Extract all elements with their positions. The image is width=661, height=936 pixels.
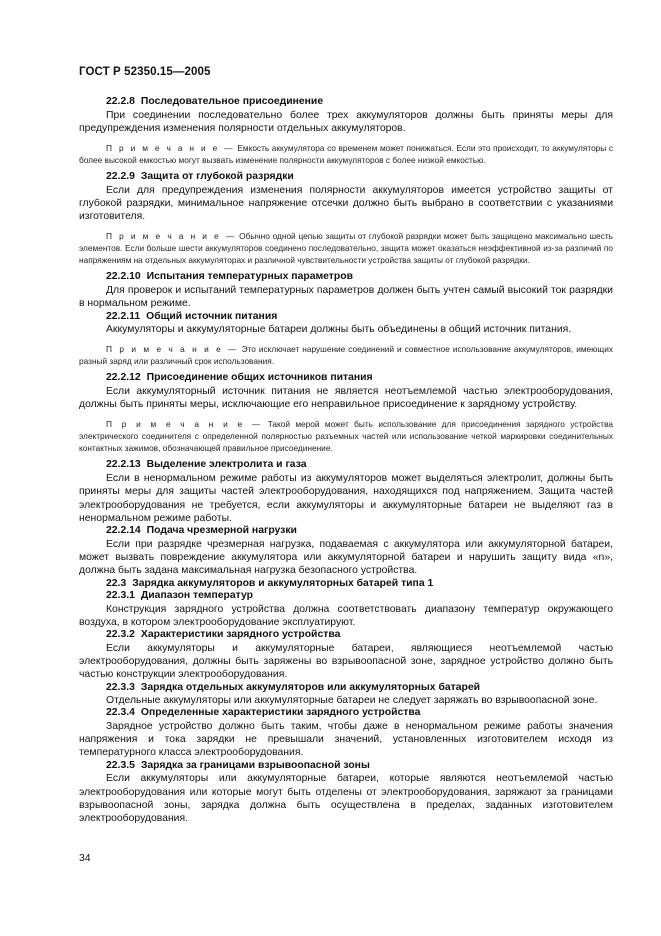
section-22-3-3: [79, 682, 613, 708]
section-heading: [79, 459, 613, 472]
section-heading: [79, 578, 613, 591]
section-heading: [79, 96, 613, 109]
section-number: 22.2.9: [106, 171, 135, 183]
section-22-3-1: [79, 590, 613, 629]
section-22-3-5: [79, 760, 613, 826]
section-22-2-13: [79, 459, 613, 525]
note: [79, 142, 613, 166]
section-title: Общий источник питания: [146, 310, 278, 322]
section-number: 22.3.2: [106, 629, 135, 641]
section-number: 22.3.4: [106, 707, 135, 719]
document-header: ГОСТ Р 52350.15—2005: [79, 66, 211, 78]
note-text: Такой мерой может быть использование для присоединения зарядного устройства электрического соединителя с определенной полярностью разъемных частей или использование четкой маркировки соединительных контактных зажимов, обозначающей правильное присоединение.: [79, 419, 613, 454]
section-heading: [79, 525, 613, 538]
section-title: Последовательное присоединение: [140, 96, 324, 107]
section-text: Зарядное устройство должно быть таким, чтобы даже в ненормальном режиме работы значения напряжения и тока зарядки не превышали значений, установленных изготовителем исходя из температурного класса электрооборудования.: [79, 720, 613, 759]
section-heading: [79, 171, 613, 184]
section-text: Если для предупреждения изменения полярности аккумуляторов имеется устройство защиты от глубокой разрядки, минимальное напряжение отсечки должно быть выбрано в соответствии с указаниями изготовителя.: [79, 184, 613, 223]
section-22-2-8: [79, 96, 613, 166]
section-heading: [79, 271, 613, 284]
note-text: Это исключает нарушение соединений и совместное использование аккумуляторов, имеющих разный заряд или различный срок использования.: [79, 344, 613, 367]
section-number: 22.3: [106, 577, 127, 589]
section-22-2-9: [79, 171, 613, 266]
section-number: 22.2.11: [106, 310, 141, 322]
section-title: Защита от глубокой разрядки: [140, 171, 294, 183]
section-22-3-4: [79, 707, 613, 759]
note-label: П р и м е ч а н и е —: [106, 143, 235, 154]
section-number: 22.2.13: [106, 459, 141, 471]
note-text: Емкость аккумулятора со временем может понижаться. Если это происходит, то аккумуляторы с более высокой емкостью могут вызвать изменение полярности аккумуляторов с более низкой емкостью.: [79, 143, 613, 166]
section-title: Испытания температурных параметров: [146, 271, 353, 283]
section-number: 22.3.5: [106, 759, 135, 771]
section-22-2-11: [79, 311, 613, 368]
section-22-2-14: [79, 525, 613, 577]
note-label: П р и м е ч а н и е —: [106, 419, 263, 430]
section-heading: [79, 707, 613, 720]
section-heading: [79, 682, 613, 695]
section-text: Отдельные аккумуляторы или аккумуляторные батареи не следует заряжать во взрывоопасной зоне.: [106, 695, 598, 707]
note: [79, 343, 613, 367]
section-heading: [79, 760, 613, 773]
section-text: Конструкция зарядного устройства должна соответствовать диапазону температур окружающего воздуха, в котором электрооборудование эксплуатируют.: [79, 603, 613, 628]
section-text: Если аккумуляторный источник питания не является неотъемлемой частью электрооборудования, должны быть приняты меры, исключающие его неправильное присоединение к зарядному устройству.: [79, 385, 613, 411]
note-label: П р и м е ч а н и е —: [106, 231, 237, 242]
section-number: 22.3.3: [106, 681, 135, 693]
section-number: 22.3.1: [106, 590, 135, 602]
section-number: 22.2.12: [106, 372, 141, 384]
section-text: Для проверок и испытаний температурных параметров должен быть учтен самый высокий ток разрядки в нормальном режиме.: [79, 284, 613, 310]
section-22-2-10: [79, 271, 613, 310]
section-number: 22.2.14: [106, 525, 141, 537]
section-heading: [79, 372, 613, 385]
section-title: Выделение электролита и газа: [146, 459, 307, 471]
section-number: 22.2.8: [106, 96, 135, 107]
section-22-3: [79, 578, 613, 591]
section-text: Если аккумуляторы или аккумуляторные батареи, которые являются неотъемлемой частью электрооборудования или которые могут быть отделены от электрооборудования, заряжают за границами взрывоопасной зоны, зарядка должна быть осуществлена в пределах, заданных изготовителем электрооборудования.: [79, 773, 613, 825]
section-number: 22.2.10: [106, 271, 141, 283]
section-text: Аккумуляторы и аккумуляторные батареи должны быть объединены в общий источник питания.: [106, 324, 572, 336]
section-title: Зарядка за границами взрывоопасной зоны: [140, 759, 370, 771]
section-title: Присоединение общих источников питания: [146, 372, 373, 384]
section-heading: [79, 590, 613, 603]
section-text: Если аккумуляторы и аккумуляторные батареи, являющиеся неотъемлемой частью электрооборудования, должны быть заряжены во взрывоопасной зоне, зарядное устройство должно быть частью конструкции электрооборудования.: [79, 642, 613, 681]
section-heading: [79, 311, 613, 324]
note: [79, 418, 613, 454]
note: [79, 230, 613, 266]
note-text: Обычно одной цепью защиты от глубокой разрядки может быть защищено максимально шесть элементов. Если больше шести аккумуляторов соединено последовательно, защита может оказаться неэффективной из-за различий по напряжениям на отдельных аккумуляторах и различной чувствительности устройства защиты от глубокой разрядки.: [79, 231, 613, 266]
section-title: Диапазон температур: [140, 590, 253, 602]
page-number: 34: [79, 853, 91, 864]
section-text: Если в ненормальном режиме работы из аккумуляторов может выделяться электролит, должны быть приняты меры для защиты частей электрооборудования, находящихся под напряжением. Защита частей электрооборудования не требуется, если аккумуляторы и аккумуляторные батареи не выделяют газ в ненормальном режиме работы.: [79, 472, 613, 524]
section-title: Подача чрезмерной нагрузки: [146, 525, 297, 537]
section-text: Если при разрядке чрезмерная нагрузка, подаваемая с аккумулятора или аккумуляторной батареи, может вызвать повреждение аккумулятора или аккумуляторной батареи и нарушить защиту вида «n», должна быть задана максимальная нагрузка безопасного устройства.: [79, 538, 613, 577]
section-text: При соединении последовательно более трех аккумуляторов должны быть приняты меры для предупреждения изменения полярности отдельных аккумуляторов.: [79, 109, 613, 134]
section-title: Определенные характеристики зарядного устройства: [140, 707, 421, 719]
section-22-2-12: [79, 372, 613, 454]
section-title: Зарядка аккумуляторов и аккумуляторных батарей типа 1: [132, 577, 434, 589]
section-heading: [79, 629, 613, 642]
section-title: Зарядка отдельных аккумуляторов или аккумуляторных батарей: [140, 681, 481, 693]
note-label: П р и м е ч а н и е —: [106, 344, 239, 355]
section-22-3-2: [79, 629, 613, 681]
section-title: Характеристики зарядного устройства: [140, 629, 341, 641]
